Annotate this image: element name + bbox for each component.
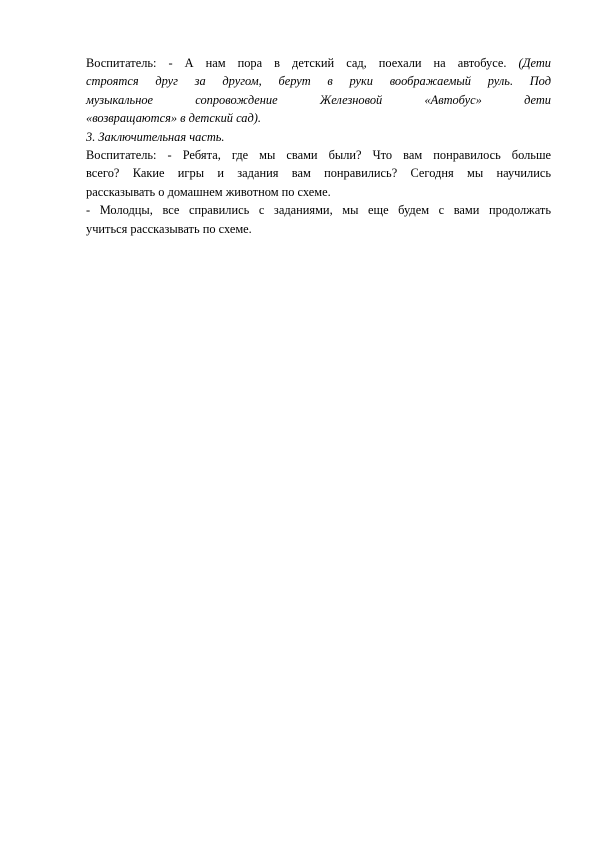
text-line — [86, 54, 551, 72]
text-line: учиться рассказывать по схеме. — [86, 221, 252, 236]
paragraph-summary — [86, 146, 551, 201]
stage-direction-line: строятся друг за другом, берут в руки воображаемый руль. Под — [86, 74, 551, 89]
document-body — [86, 54, 551, 238]
stage-direction: (Дети — [518, 56, 551, 70]
text-line: рассказывать о домашнем животном по схеме. — [86, 184, 331, 199]
section-heading: 3. Заключительная часть. — [86, 129, 225, 144]
stage-direction-line: музыкальное сопровождение Железновой «Автобус» дети — [86, 92, 551, 107]
paragraph-bus-trip — [86, 54, 551, 128]
text-line: - Молодцы, все справились с заданиями, мы еще будем с вами продолжать — [86, 203, 551, 218]
text-line: Воспитатель: - Ребята, где мы свами были? Что вам понравилось больше — [86, 147, 551, 162]
stage-direction-line: «возвращаются» в детский сад). — [86, 111, 261, 126]
teacher-speech: Воспитатель: - А нам пора в детский сад, поехали на автобусе. — [86, 56, 519, 70]
text-line: всего? Какие игры и задания вам понравились? Сегодня мы научились — [86, 166, 551, 181]
paragraph-closing — [86, 201, 551, 238]
